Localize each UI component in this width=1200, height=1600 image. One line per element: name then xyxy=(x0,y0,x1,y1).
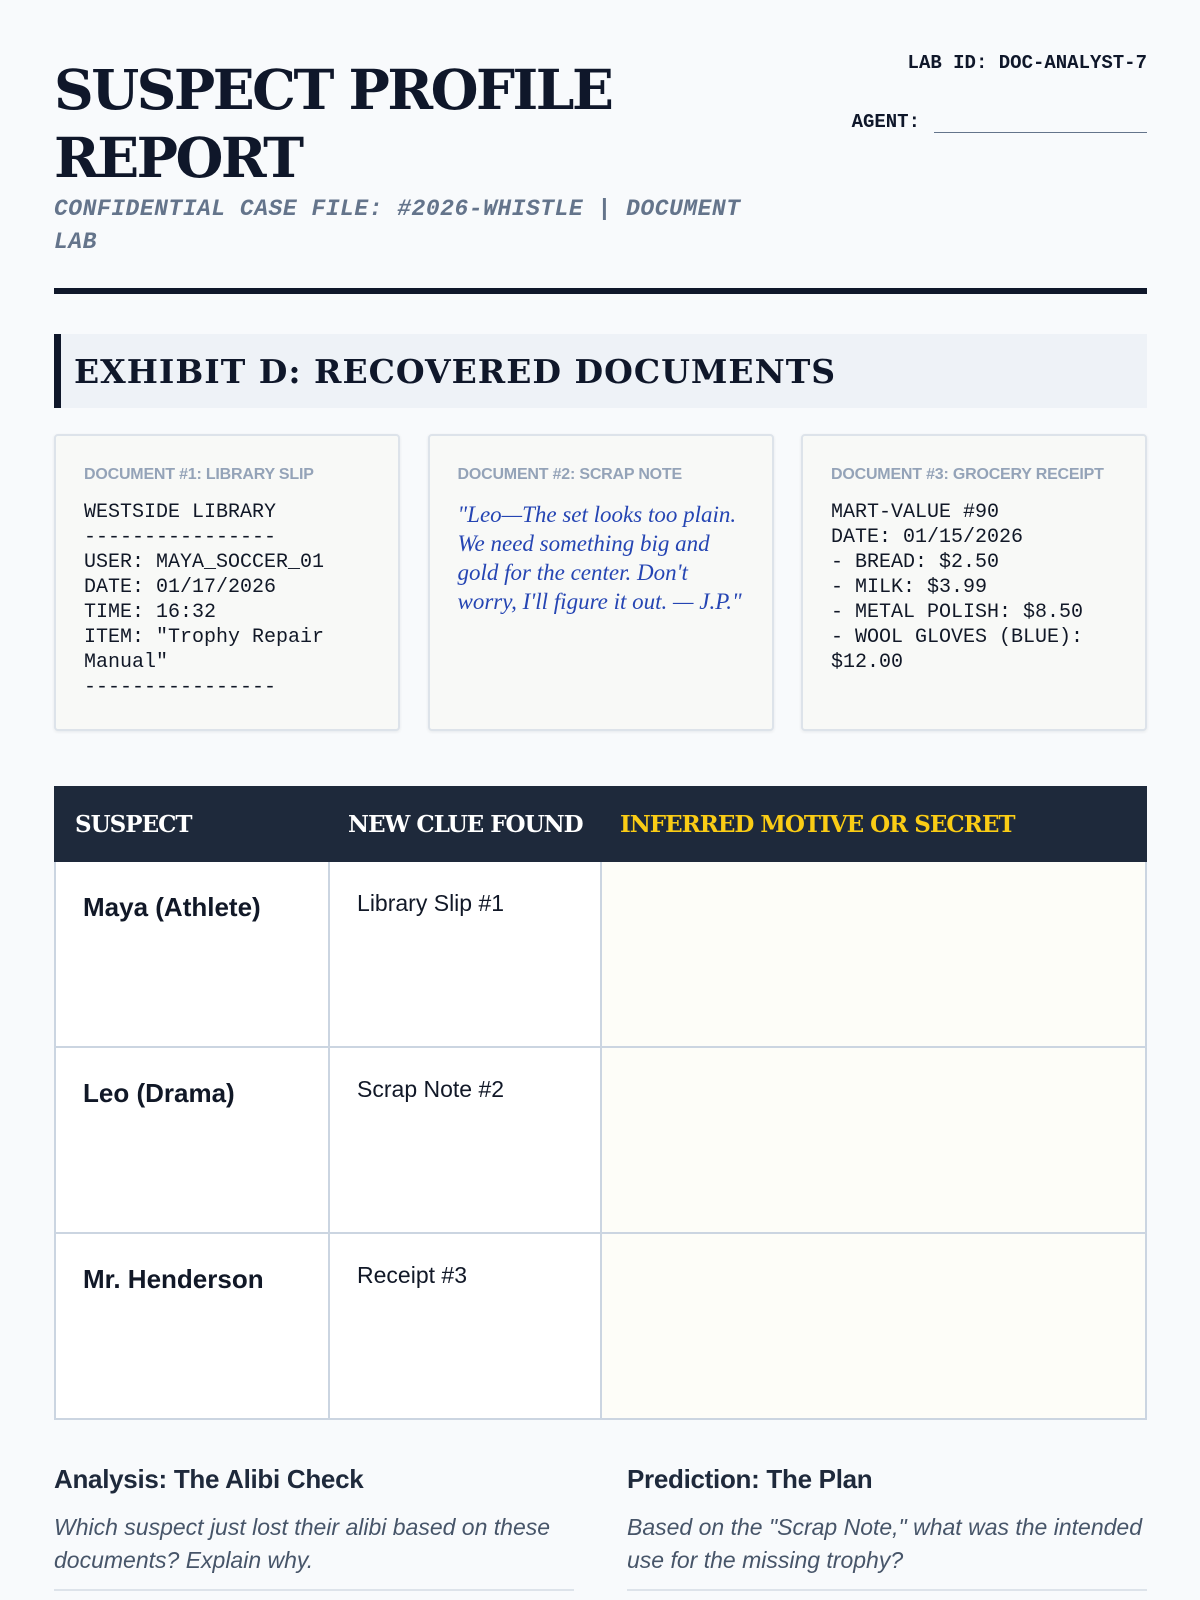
agent-field[interactable] xyxy=(934,97,1147,133)
question-prompt: Based on the "Scrap Note," what was the intended use for the missing trophy? xyxy=(627,1514,1142,1573)
document-card-grocery-receipt xyxy=(801,434,1147,731)
document-label: DOCUMENT #3: GROCERY RECEIPT xyxy=(831,466,1104,483)
header-divider xyxy=(54,288,1147,294)
library-slip-text: WESTSIDE LIBRARY ---------------- USER: MAYA_SOCCER_01 DATE: 01/17/2026 TIME: 16:32 ITEM: "Trophy Repair Manual" ---------------- xyxy=(84,501,325,699)
agent-label: AGENT: xyxy=(851,111,920,133)
clue-cell: Scrap Note #2 xyxy=(328,1048,600,1232)
motive-answer-cell[interactable] xyxy=(600,1234,1145,1418)
report-title: SUSPECT PROFILE REPORT xyxy=(54,57,612,190)
document-cards xyxy=(54,434,1147,731)
suspect-name: Leo (Drama) xyxy=(56,1048,328,1232)
report-header xyxy=(54,0,1147,300)
suspect-table xyxy=(54,786,1147,1420)
document-card-library-slip xyxy=(54,434,400,731)
document-label: DOCUMENT #1: LIBRARY SLIP xyxy=(84,466,314,483)
exhibit-title: EXHIBIT D: RECOVERED DOCUMENTS xyxy=(74,351,837,391)
suspect-name: Mr. Henderson xyxy=(56,1234,328,1418)
table-row xyxy=(54,862,1147,1048)
question-alibi-check xyxy=(54,1464,574,1600)
lab-id: LAB ID: DOC-ANALYST-7 xyxy=(907,52,1147,74)
table-row xyxy=(54,1048,1147,1234)
document-card-scrap-note xyxy=(428,434,774,731)
case-file-subtitle: CONFIDENTIAL CASE FILE: #2026-WHISTLE | DOCUMENT LAB xyxy=(54,196,741,255)
column-header-motive: INFERRED MOTIVE OR SECRET xyxy=(620,810,1015,838)
agent-field-row xyxy=(852,97,1147,133)
document-label: DOCUMENT #2: SCRAP NOTE xyxy=(457,466,682,483)
grocery-receipt-text: MART-VALUE #90 DATE: 01/15/2026 - BREAD: $2.50 - MILK: $3.99 - METAL POLISH: $8.50 - WOOL GLOVES (BLUE): $12.00 xyxy=(831,501,1084,674)
question-title: Prediction: The Plan xyxy=(627,1464,873,1494)
motive-answer-cell[interactable] xyxy=(600,1048,1145,1232)
exhibit-heading xyxy=(54,334,1147,408)
questions-section xyxy=(54,1464,1147,1600)
report-page xyxy=(54,0,1147,1600)
scrap-note-text: "Leo—The set looks too plain. We need something big and gold for the center. Don't worry, I'll figure it out. — J.P." xyxy=(457,502,742,614)
table-header xyxy=(54,786,1147,862)
answer-box[interactable] xyxy=(627,1589,1147,1600)
clue-cell: Receipt #3 xyxy=(328,1234,600,1418)
column-header-suspect: SUSPECT xyxy=(75,810,192,838)
question-prompt: Which suspect just lost their alibi based on these documents? Explain why. xyxy=(54,1514,551,1573)
question-title: Analysis: The Alibi Check xyxy=(54,1464,364,1494)
question-prediction xyxy=(627,1464,1147,1600)
column-header-clue: NEW CLUE FOUND xyxy=(348,810,583,838)
motive-answer-cell[interactable] xyxy=(600,862,1145,1046)
table-row xyxy=(54,1234,1147,1420)
answer-box[interactable] xyxy=(54,1589,574,1600)
clue-cell: Library Slip #1 xyxy=(328,862,600,1046)
suspect-name: Maya (Athlete) xyxy=(56,862,328,1046)
